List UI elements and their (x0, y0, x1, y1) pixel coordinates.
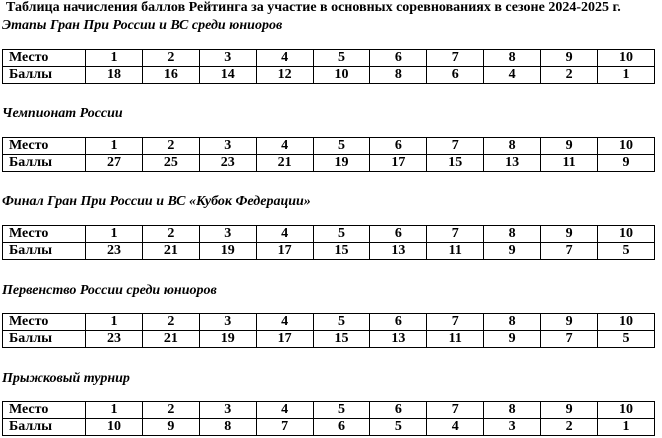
place-cell: 6 (370, 402, 427, 419)
points-cell: 16 (142, 67, 199, 84)
place-cell: 3 (199, 314, 256, 331)
place-cell: 8 (484, 314, 541, 331)
place-cell: 9 (541, 402, 598, 419)
place-row (3, 138, 655, 155)
place-row-label: Место (3, 50, 86, 67)
place-cell: 6 (370, 50, 427, 67)
place-cell: 4 (256, 226, 313, 243)
place-cell: 4 (256, 314, 313, 331)
points-cell: 10 (86, 419, 143, 436)
place-cell: 6 (370, 314, 427, 331)
points-cell: 23 (199, 155, 256, 172)
points-cell: 5 (598, 331, 655, 348)
points-row (3, 243, 655, 260)
points-cell: 19 (199, 331, 256, 348)
points-cell: 19 (313, 155, 370, 172)
place-cell: 3 (199, 138, 256, 155)
points-cell: 9 (484, 331, 541, 348)
place-row (3, 402, 655, 419)
points-cell: 11 (541, 155, 598, 172)
points-cell: 2 (541, 67, 598, 84)
place-cell: 10 (598, 226, 655, 243)
points-cell: 19 (199, 243, 256, 260)
place-row (3, 314, 655, 331)
points-table (2, 49, 655, 84)
points-cell: 21 (142, 243, 199, 260)
place-row-label: Место (3, 402, 86, 419)
points-cell: 25 (142, 155, 199, 172)
points-cell: 13 (370, 331, 427, 348)
points-cell: 12 (256, 67, 313, 84)
points-cell: 7 (541, 331, 598, 348)
points-row (3, 419, 655, 436)
place-cell: 10 (598, 402, 655, 419)
section-heading: Финал Гран При России и ВС «Кубок Федерации» (2, 194, 311, 209)
points-cell: 4 (484, 67, 541, 84)
points-cell: 8 (199, 419, 256, 436)
place-cell: 7 (427, 226, 484, 243)
points-cell: 15 (427, 155, 484, 172)
points-cell: 7 (256, 419, 313, 436)
points-cell: 4 (427, 419, 484, 436)
points-row-label: Баллы (3, 243, 86, 260)
points-row (3, 155, 655, 172)
place-cell: 10 (598, 314, 655, 331)
points-row-label: Баллы (3, 67, 86, 84)
points-cell: 11 (427, 331, 484, 348)
points-row (3, 331, 655, 348)
place-cell: 1 (86, 314, 143, 331)
place-cell: 9 (541, 138, 598, 155)
place-cell: 3 (199, 402, 256, 419)
points-cell: 13 (370, 243, 427, 260)
place-cell: 5 (313, 226, 370, 243)
section-heading: Чемпионат России (2, 106, 123, 121)
points-cell: 9 (484, 243, 541, 260)
points-cell: 10 (313, 67, 370, 84)
place-cell: 4 (256, 138, 313, 155)
points-cell: 5 (370, 419, 427, 436)
points-cell: 23 (86, 243, 143, 260)
place-cell: 2 (142, 314, 199, 331)
place-row (3, 226, 655, 243)
place-cell: 10 (598, 50, 655, 67)
place-cell: 7 (427, 138, 484, 155)
points-cell: 15 (313, 243, 370, 260)
points-table (2, 313, 655, 348)
place-cell: 1 (86, 50, 143, 67)
place-cell: 7 (427, 314, 484, 331)
place-cell: 4 (256, 50, 313, 67)
points-cell: 8 (370, 67, 427, 84)
place-cell: 8 (484, 138, 541, 155)
points-row-label: Баллы (3, 419, 86, 436)
place-cell: 6 (370, 226, 427, 243)
section-heading: Этапы Гран При России и ВС среди юниоров (2, 18, 283, 33)
place-cell: 9 (541, 50, 598, 67)
place-cell: 5 (313, 138, 370, 155)
points-table (2, 401, 655, 436)
place-row-label: Место (3, 138, 86, 155)
document-title: Таблица начисления баллов Рейтинга за участие в основных соревнованиях в сезоне 2024-2025 г. (6, 0, 621, 15)
place-cell: 3 (199, 226, 256, 243)
points-cell: 14 (199, 67, 256, 84)
place-cell: 10 (598, 138, 655, 155)
place-cell: 1 (86, 138, 143, 155)
points-cell: 1 (598, 67, 655, 84)
points-cell: 2 (541, 419, 598, 436)
points-cell: 27 (86, 155, 143, 172)
points-cell: 18 (86, 67, 143, 84)
points-cell: 17 (256, 331, 313, 348)
place-cell: 8 (484, 402, 541, 419)
points-cell: 9 (598, 155, 655, 172)
points-row-label: Баллы (3, 155, 86, 172)
section-heading: Прыжковый турнир (2, 371, 130, 386)
points-cell: 6 (313, 419, 370, 436)
place-cell: 8 (484, 226, 541, 243)
points-row-label: Баллы (3, 331, 86, 348)
place-cell: 1 (86, 226, 143, 243)
place-row (3, 50, 655, 67)
place-cell: 2 (142, 138, 199, 155)
place-cell: 5 (313, 314, 370, 331)
place-cell: 6 (370, 138, 427, 155)
points-cell: 15 (313, 331, 370, 348)
points-cell: 6 (427, 67, 484, 84)
place-cell: 8 (484, 50, 541, 67)
points-table (2, 137, 655, 172)
points-cell: 3 (484, 419, 541, 436)
place-cell: 7 (427, 402, 484, 419)
place-cell: 5 (313, 402, 370, 419)
place-row-label: Место (3, 314, 86, 331)
place-cell: 7 (427, 50, 484, 67)
place-cell: 2 (142, 50, 199, 67)
points-cell: 21 (256, 155, 313, 172)
place-cell: 1 (86, 402, 143, 419)
section-heading: Первенство России среди юниоров (2, 283, 217, 298)
place-cell: 9 (541, 314, 598, 331)
place-cell: 4 (256, 402, 313, 419)
points-row (3, 67, 655, 84)
points-cell: 5 (598, 243, 655, 260)
points-cell: 13 (484, 155, 541, 172)
points-cell: 21 (142, 331, 199, 348)
place-cell: 3 (199, 50, 256, 67)
points-cell: 11 (427, 243, 484, 260)
points-cell: 17 (256, 243, 313, 260)
place-cell: 2 (142, 402, 199, 419)
points-cell: 1 (598, 419, 655, 436)
place-cell: 5 (313, 50, 370, 67)
points-cell: 7 (541, 243, 598, 260)
points-table (2, 225, 655, 260)
place-cell: 2 (142, 226, 199, 243)
points-cell: 9 (142, 419, 199, 436)
points-cell: 23 (86, 331, 143, 348)
place-cell: 9 (541, 226, 598, 243)
points-cell: 17 (370, 155, 427, 172)
place-row-label: Место (3, 226, 86, 243)
